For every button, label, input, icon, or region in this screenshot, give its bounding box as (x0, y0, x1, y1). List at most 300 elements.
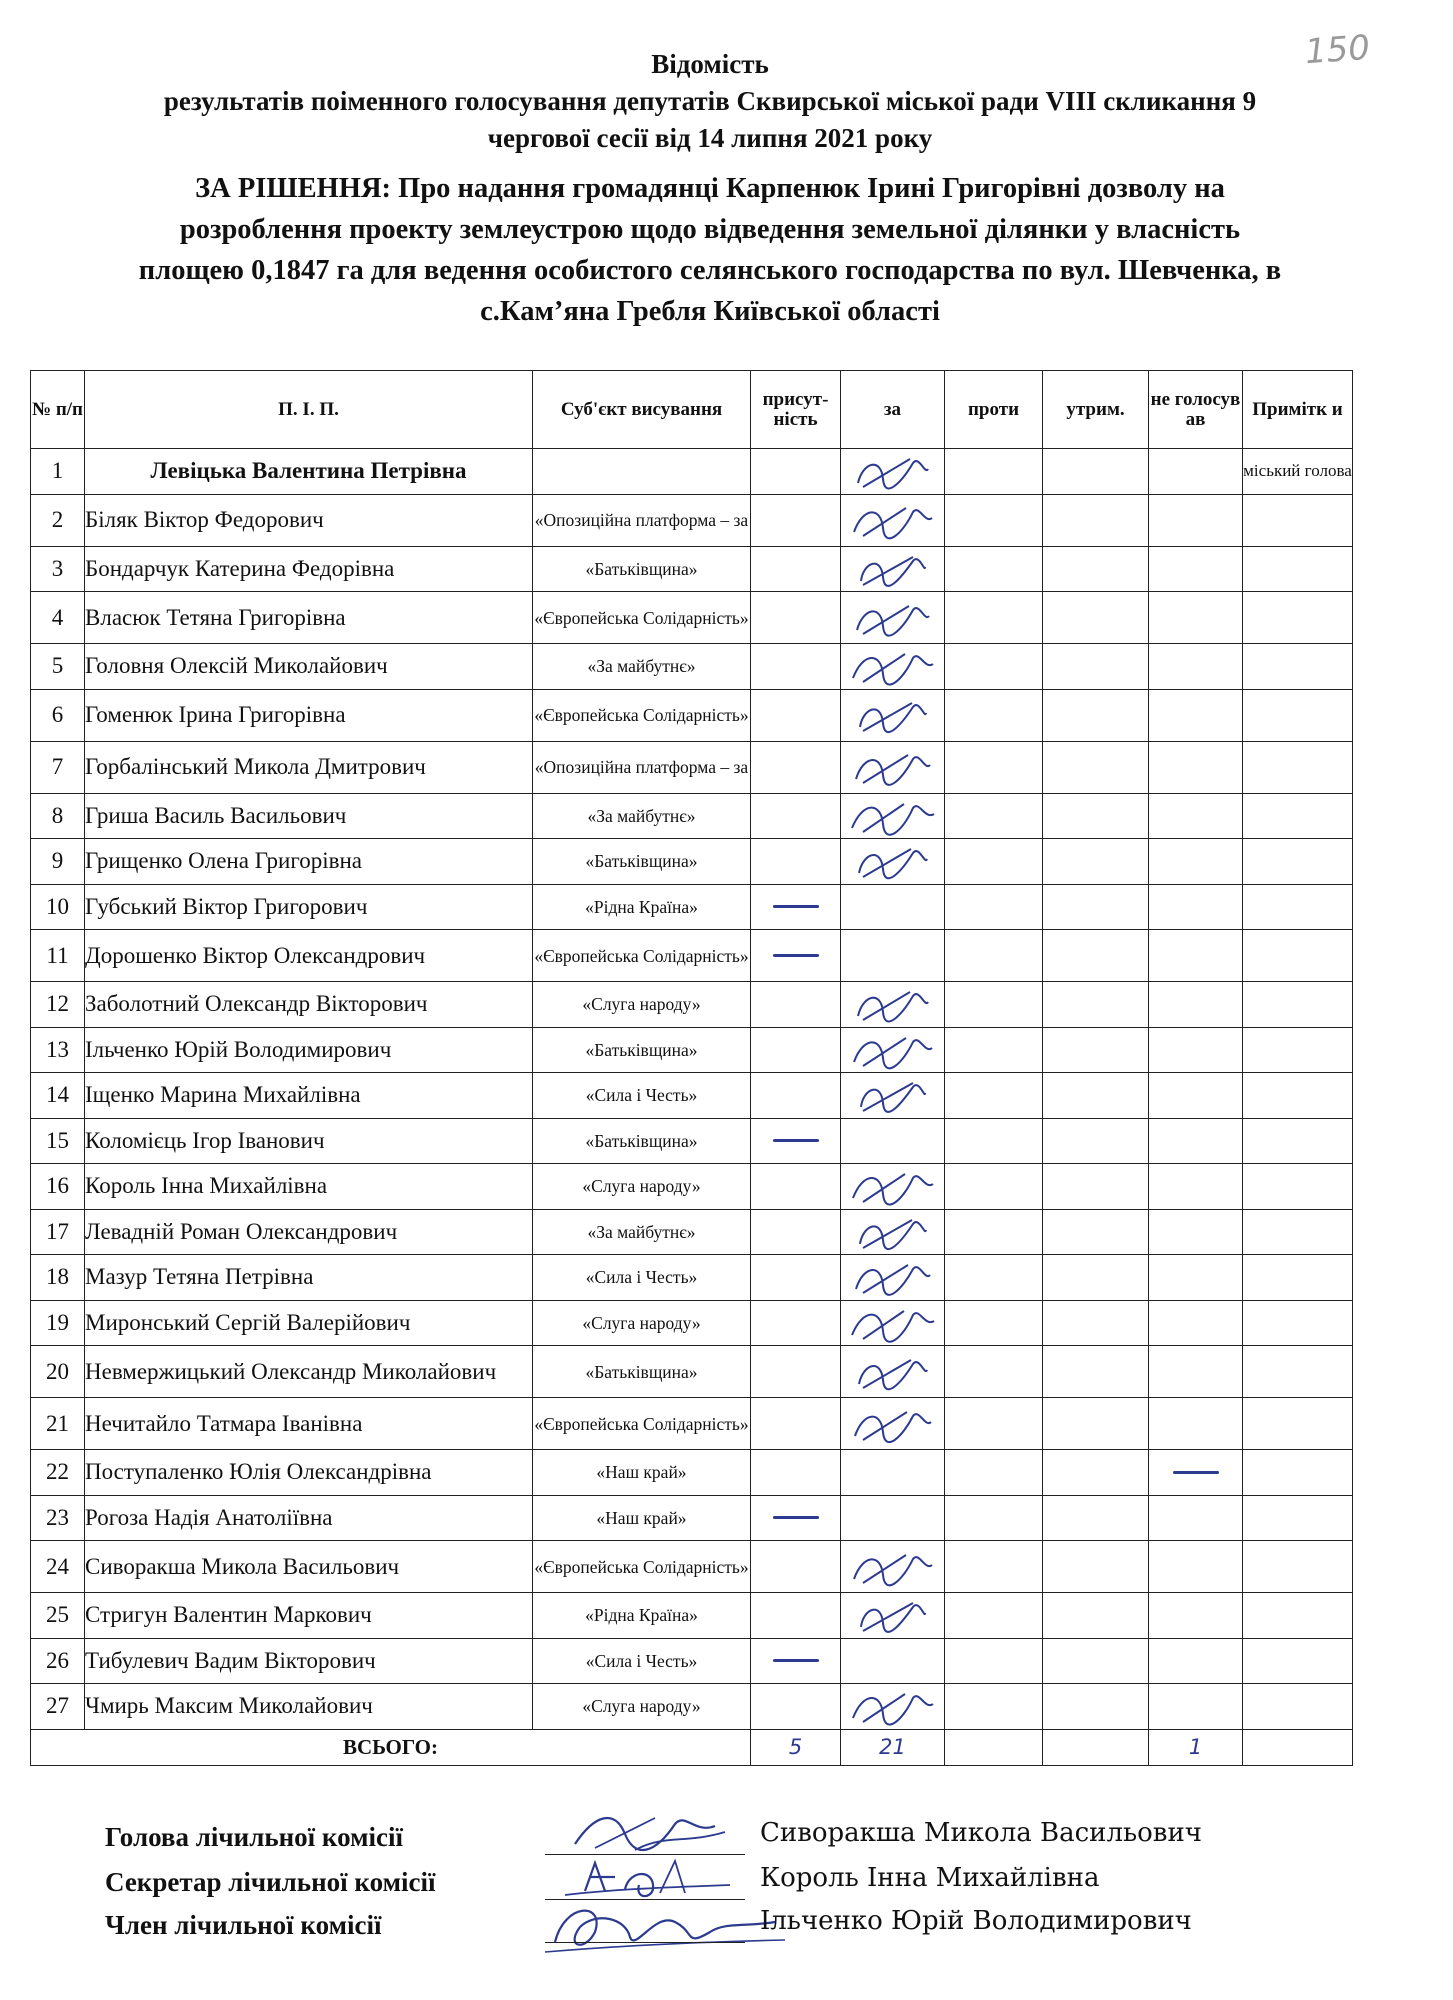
for-cell (841, 1255, 945, 1301)
table-row (31, 1118, 1353, 1164)
row-number: 16 (31, 1164, 85, 1210)
table-row (31, 1027, 1353, 1073)
table-row (31, 982, 1353, 1028)
deputy-name: Поступаленко Юлія Олександрівна (85, 1450, 533, 1496)
against-cell (945, 1164, 1043, 1210)
party-name: «За майбутнє» (533, 1209, 751, 1255)
abstain-cell (1043, 793, 1149, 839)
deputy-name: Сиворакша Микола Васильович (85, 1541, 533, 1593)
abstain-cell (1043, 930, 1149, 982)
present-cell (751, 546, 841, 592)
note-cell (1243, 1541, 1353, 1593)
against-cell (945, 1118, 1043, 1164)
row-number: 19 (31, 1300, 85, 1346)
not-voted-cell (1149, 494, 1243, 546)
col-header-note: Примітк и (1243, 371, 1353, 449)
note-cell (1243, 1495, 1353, 1541)
deputy-name: Рогоза Надія Анатоліївна (85, 1495, 533, 1541)
deputy-name: Дорошенко Віктор Олександрович (85, 930, 533, 982)
decision-line-1: ЗА РІШЕННЯ: Про надання громадянці Карпенюк Ірині Григорівні дозволу на (195, 173, 1225, 204)
not-voted-cell (1149, 1398, 1243, 1450)
abstain-cell (1043, 982, 1149, 1028)
abstain-cell (1043, 1300, 1149, 1346)
party-name: «Європейська Солідарність» (533, 689, 751, 741)
not-voted-cell (1149, 1027, 1243, 1073)
party-name: «Сила і Честь» (533, 1638, 751, 1684)
abstain-cell (1043, 1027, 1149, 1073)
party-name: «Рідна Країна» (533, 1593, 751, 1639)
present-cell (751, 494, 841, 546)
deputy-name: Біляк Віктор Федорович (85, 494, 533, 546)
for-cell (841, 793, 945, 839)
total-for: 21 (841, 1729, 945, 1765)
present-cell (751, 1118, 841, 1164)
row-number: 15 (31, 1118, 85, 1164)
against-cell (945, 1450, 1043, 1496)
row-number: 9 (31, 839, 85, 885)
present-cell (751, 1398, 841, 1450)
deputy-name: Гоменюк Ірина Григорівна (85, 689, 533, 741)
present-cell (751, 884, 841, 930)
chair-name: Сиворакша Микола Васильович (760, 1818, 1202, 1848)
row-number: 8 (31, 793, 85, 839)
note-cell (1243, 1398, 1353, 1450)
note-cell (1243, 1638, 1353, 1684)
not-voted-cell (1149, 1495, 1243, 1541)
note-cell (1243, 1164, 1353, 1210)
for-cell (841, 592, 945, 644)
note-cell (1243, 741, 1353, 793)
page-number: 150 (1303, 27, 1372, 73)
abstain-cell (1043, 546, 1149, 592)
deputy-name: Миронський Сергій Валерійович (85, 1300, 533, 1346)
against-cell (945, 1073, 1043, 1119)
party-name: «Слуга народу» (533, 1684, 751, 1730)
present-cell (751, 839, 841, 885)
signature-mark (843, 1030, 943, 1070)
against-cell (945, 1541, 1043, 1593)
against-cell (945, 1209, 1043, 1255)
row-number: 24 (31, 1541, 85, 1593)
note-cell (1243, 839, 1353, 885)
total-present: 5 (751, 1729, 841, 1765)
present-cell (751, 449, 841, 495)
not-voted-cell (1149, 1118, 1243, 1164)
party-name: «Наш край» (533, 1495, 751, 1541)
document-title: Відомість (651, 49, 769, 79)
party-name: «Батьківщина» (533, 546, 751, 592)
note-cell (1243, 494, 1353, 546)
for-cell (841, 1495, 945, 1541)
against-cell (945, 449, 1043, 495)
note-cell (1243, 930, 1353, 982)
deputy-name: Левіцька Валентина Петрівна (85, 449, 533, 495)
signature-mark (843, 1166, 943, 1206)
abstain-cell (1043, 1450, 1149, 1496)
not-voted-cell (1149, 1541, 1243, 1593)
not-voted-cell (1149, 644, 1243, 690)
signature-mark (843, 1595, 943, 1635)
deputy-name: Власюк Тетяна Григорівна (85, 592, 533, 644)
party-name: «Сила і Честь» (533, 1255, 751, 1301)
voting-table (30, 370, 1353, 1766)
abstain-cell (1043, 689, 1149, 741)
against-cell (945, 793, 1043, 839)
not-voted-cell (1149, 793, 1243, 839)
party-name: «За майбутнє» (533, 793, 751, 839)
signature-mark (843, 747, 943, 787)
for-cell (841, 1300, 945, 1346)
note-cell (1243, 546, 1353, 592)
row-number: 25 (31, 1593, 85, 1639)
not-voted-cell (1149, 1164, 1243, 1210)
note-cell (1243, 1450, 1353, 1496)
table-row (31, 494, 1353, 546)
note-cell (1243, 689, 1353, 741)
party-name: «Європейська Солідарність» (533, 592, 751, 644)
row-number: 22 (31, 1450, 85, 1496)
against-cell (945, 1398, 1043, 1450)
abstain-cell (1043, 494, 1149, 546)
table-header-row (31, 371, 1353, 449)
against-cell (945, 1495, 1043, 1541)
col-header-party: Суб'єкт висування (533, 371, 751, 449)
for-cell (841, 1346, 945, 1398)
present-cell (751, 689, 841, 741)
member-role: Член лічильної комісії (105, 1910, 382, 1940)
row-number: 27 (31, 1684, 85, 1730)
party-name: «Європейська Солідарність» (533, 1398, 751, 1450)
decision-text (40, 168, 1380, 332)
note-cell (1243, 793, 1353, 839)
not-voted-cell (1149, 592, 1243, 644)
table-row (31, 741, 1353, 793)
for-cell (841, 982, 945, 1028)
row-number: 10 (31, 884, 85, 930)
not-voted-cell (1149, 1638, 1243, 1684)
against-cell (945, 1593, 1043, 1639)
table-row (31, 644, 1353, 690)
party-name: «Опозиційна платформа – за (533, 741, 751, 793)
secretary-name: Король Інна Михайлівна (760, 1863, 1100, 1893)
row-number: 18 (31, 1255, 85, 1301)
dash-mark (773, 954, 819, 957)
for-cell (841, 1118, 945, 1164)
note-cell (1243, 1300, 1353, 1346)
against-cell (945, 494, 1043, 546)
deputy-name: Тибулевич Вадим Вікторович (85, 1638, 533, 1684)
against-cell (945, 1346, 1043, 1398)
row-number: 20 (31, 1346, 85, 1398)
decision-line-3: площею 0,1847 га для ведення особистого селянського господарства по вул. Шевченка, в (138, 255, 1282, 286)
for-cell (841, 494, 945, 546)
deputy-name: Бондарчук Катерина Федорівна (85, 546, 533, 592)
member-signature-line (545, 1942, 745, 1943)
not-voted-cell (1149, 930, 1243, 982)
present-cell (751, 1164, 841, 1210)
present-cell (751, 1073, 841, 1119)
row-number: 17 (31, 1209, 85, 1255)
deputy-name: Заболотний Олександр Вікторович (85, 982, 533, 1028)
signature-mark (843, 796, 943, 836)
party-name: «Рідна Країна» (533, 884, 751, 930)
note-cell (1243, 1027, 1353, 1073)
not-voted-cell (1149, 1450, 1243, 1496)
for-cell (841, 930, 945, 982)
note-cell (1243, 1118, 1353, 1164)
col-header-present: присут-ність (751, 371, 841, 449)
totals-row (31, 1729, 1353, 1765)
signature-mark (843, 500, 943, 540)
not-voted-cell (1149, 546, 1243, 592)
deputy-name: Горбалінський Микола Дмитрович (85, 741, 533, 793)
present-cell (751, 1300, 841, 1346)
table-row (31, 1684, 1353, 1730)
deputy-name: Губський Віктор Григорович (85, 884, 533, 930)
dash-mark (773, 1516, 819, 1519)
note-cell (1243, 1684, 1353, 1730)
for-cell (841, 839, 945, 885)
abstain-cell (1043, 644, 1149, 690)
row-number: 13 (31, 1027, 85, 1073)
table-row (31, 592, 1353, 644)
table-row (31, 793, 1353, 839)
table-row (31, 1495, 1353, 1541)
totals-label: ВСЬОГО: (31, 1729, 751, 1765)
table-row (31, 1255, 1353, 1301)
deputy-name: Левадній Роман Олександрович (85, 1209, 533, 1255)
present-cell (751, 1495, 841, 1541)
abstain-cell (1043, 1541, 1149, 1593)
present-cell (751, 592, 841, 644)
col-header-abstain: утрим. (1043, 371, 1149, 449)
total-not-voted: 1 (1149, 1729, 1243, 1765)
note-cell (1243, 592, 1353, 644)
note-cell (1243, 1255, 1353, 1301)
present-cell (751, 644, 841, 690)
against-cell (945, 839, 1043, 885)
for-cell (841, 884, 945, 930)
for-cell (841, 1593, 945, 1639)
against-cell (945, 930, 1043, 982)
table-row (31, 1398, 1353, 1450)
note-cell (1243, 982, 1353, 1028)
table-row (31, 546, 1353, 592)
decision-line-2: розроблення проекту землеустрою щодо відведення земельної ділянки у власність (179, 214, 1241, 245)
abstain-cell (1043, 1073, 1149, 1119)
signature-mark (843, 598, 943, 638)
present-cell (751, 1593, 841, 1639)
signature-mark (843, 695, 943, 735)
member-name: Ільченко Юрій Володимирович (760, 1906, 1192, 1936)
row-number: 14 (31, 1073, 85, 1119)
document-subtitle-line-2: чергової сесії від 14 липня 2021 року (487, 123, 933, 153)
present-cell (751, 1684, 841, 1730)
table-row (31, 1593, 1353, 1639)
abstain-cell (1043, 449, 1149, 495)
for-cell (841, 449, 945, 495)
party-name: «Сила і Честь» (533, 1073, 751, 1119)
note-cell (1243, 1593, 1353, 1639)
document-subtitle-line-1: результатів поіменного голосування депутатів Сквирської міської ради VIII скликання 9 (163, 86, 1257, 116)
party-name: «Батьківщина» (533, 1027, 751, 1073)
party-name: «Слуга народу» (533, 1300, 751, 1346)
deputy-name: Стригун Валентин Маркович (85, 1593, 533, 1639)
note-cell (1243, 644, 1353, 690)
for-cell (841, 1164, 945, 1210)
party-name: «Батьківщина» (533, 839, 751, 885)
secretary-role: Секретар лічильної комісії (105, 1867, 436, 1897)
table-row (31, 839, 1353, 885)
dash-mark (773, 1659, 819, 1662)
party-name: «Європейська Солідарність» (533, 930, 751, 982)
deputy-name: Чмирь Максим Миколайович (85, 1684, 533, 1730)
abstain-cell (1043, 592, 1149, 644)
present-cell (751, 1541, 841, 1593)
row-number: 3 (31, 546, 85, 592)
table-row (31, 1300, 1353, 1346)
dash-mark (773, 1139, 819, 1142)
row-number: 1 (31, 449, 85, 495)
against-cell (945, 1684, 1043, 1730)
signature-mark (843, 646, 943, 686)
for-cell (841, 689, 945, 741)
signature-mark (843, 1686, 943, 1726)
present-cell (751, 1027, 841, 1073)
document-header (40, 46, 1380, 157)
present-cell (751, 1209, 841, 1255)
against-cell (945, 1300, 1043, 1346)
not-voted-cell (1149, 1255, 1243, 1301)
for-cell (841, 1398, 945, 1450)
abstain-cell (1043, 1209, 1149, 1255)
present-cell (751, 930, 841, 982)
not-voted-cell (1149, 1073, 1243, 1119)
col-header-against: проти (945, 371, 1043, 449)
table-row (31, 689, 1353, 741)
party-name: «Європейська Солідарність» (533, 1541, 751, 1593)
signature-mark (843, 1212, 943, 1252)
row-number: 26 (31, 1638, 85, 1684)
deputy-name: Нечитайло Татмара Іванівна (85, 1398, 533, 1450)
for-cell (841, 1638, 945, 1684)
abstain-cell (1043, 1255, 1149, 1301)
not-voted-cell (1149, 1593, 1243, 1639)
deputy-name: Король Інна Михайлівна (85, 1164, 533, 1210)
not-voted-cell (1149, 689, 1243, 741)
signature-mark (843, 549, 943, 589)
abstain-cell (1043, 884, 1149, 930)
row-number: 2 (31, 494, 85, 546)
signature-mark (843, 1257, 943, 1297)
not-voted-cell (1149, 1346, 1243, 1398)
against-cell (945, 592, 1043, 644)
party-name (533, 449, 751, 495)
for-cell (841, 546, 945, 592)
row-number: 6 (31, 689, 85, 741)
present-cell (751, 741, 841, 793)
party-name: «Слуга народу» (533, 982, 751, 1028)
present-cell (751, 1638, 841, 1684)
signature-mark (843, 1404, 943, 1444)
table-row (31, 930, 1353, 982)
abstain-cell (1043, 1398, 1149, 1450)
chair-role: Голова лічильної комісії (105, 1822, 403, 1852)
signature-mark (843, 451, 943, 491)
deputy-name: Іщенко Марина Михайлівна (85, 1073, 533, 1119)
present-cell (751, 1255, 841, 1301)
present-cell (751, 1346, 841, 1398)
not-voted-cell (1149, 1684, 1243, 1730)
for-cell (841, 1073, 945, 1119)
abstain-cell (1043, 1346, 1149, 1398)
total-note (1243, 1729, 1353, 1765)
party-name: «Батьківщина» (533, 1118, 751, 1164)
row-number: 7 (31, 741, 85, 793)
deputy-name: Ільченко Юрій Володимирович (85, 1027, 533, 1073)
row-number: 4 (31, 592, 85, 644)
deputy-name: Мазур Тетяна Петрівна (85, 1255, 533, 1301)
table-row (31, 884, 1353, 930)
present-cell (751, 982, 841, 1028)
note-cell (1243, 884, 1353, 930)
table-row (31, 1638, 1353, 1684)
party-name: «Слуга народу» (533, 1164, 751, 1210)
for-cell (841, 1541, 945, 1593)
decision-line-4: с.Кам’яна Гребля Київської області (480, 296, 940, 327)
table-row (31, 1073, 1353, 1119)
row-number: 12 (31, 982, 85, 1028)
dash-mark (773, 905, 819, 908)
col-header-not-voted: не голосув ав (1149, 371, 1243, 449)
abstain-cell (1043, 1638, 1149, 1684)
party-name: «Батьківщина» (533, 1346, 751, 1398)
abstain-cell (1043, 839, 1149, 885)
not-voted-cell (1149, 1209, 1243, 1255)
abstain-cell (1043, 1118, 1149, 1164)
against-cell (945, 1255, 1043, 1301)
table-row (31, 1209, 1353, 1255)
against-cell (945, 644, 1043, 690)
against-cell (945, 741, 1043, 793)
not-voted-cell (1149, 884, 1243, 930)
against-cell (945, 546, 1043, 592)
table-row (31, 1164, 1353, 1210)
note-cell (1243, 1073, 1353, 1119)
present-cell (751, 1450, 841, 1496)
against-cell (945, 1638, 1043, 1684)
signature-mark (843, 841, 943, 881)
for-cell (841, 1027, 945, 1073)
deputy-name: Гриша Василь Васильович (85, 793, 533, 839)
not-voted-cell (1149, 1300, 1243, 1346)
signature-mark (843, 1547, 943, 1587)
deputy-name: Грищенко Олена Григорівна (85, 839, 533, 885)
dash-mark (1173, 1471, 1219, 1474)
party-name: «Опозиційна платформа – за (533, 494, 751, 546)
not-voted-cell (1149, 839, 1243, 885)
table-row (31, 449, 1353, 495)
total-abstain (1043, 1729, 1149, 1765)
note-cell (1243, 1209, 1353, 1255)
col-header-for: за (841, 371, 945, 449)
row-number: 5 (31, 644, 85, 690)
not-voted-cell (1149, 741, 1243, 793)
note-cell: міський голова (1243, 449, 1353, 495)
total-against (945, 1729, 1043, 1765)
signature-mark (843, 1352, 943, 1392)
against-cell (945, 1027, 1043, 1073)
